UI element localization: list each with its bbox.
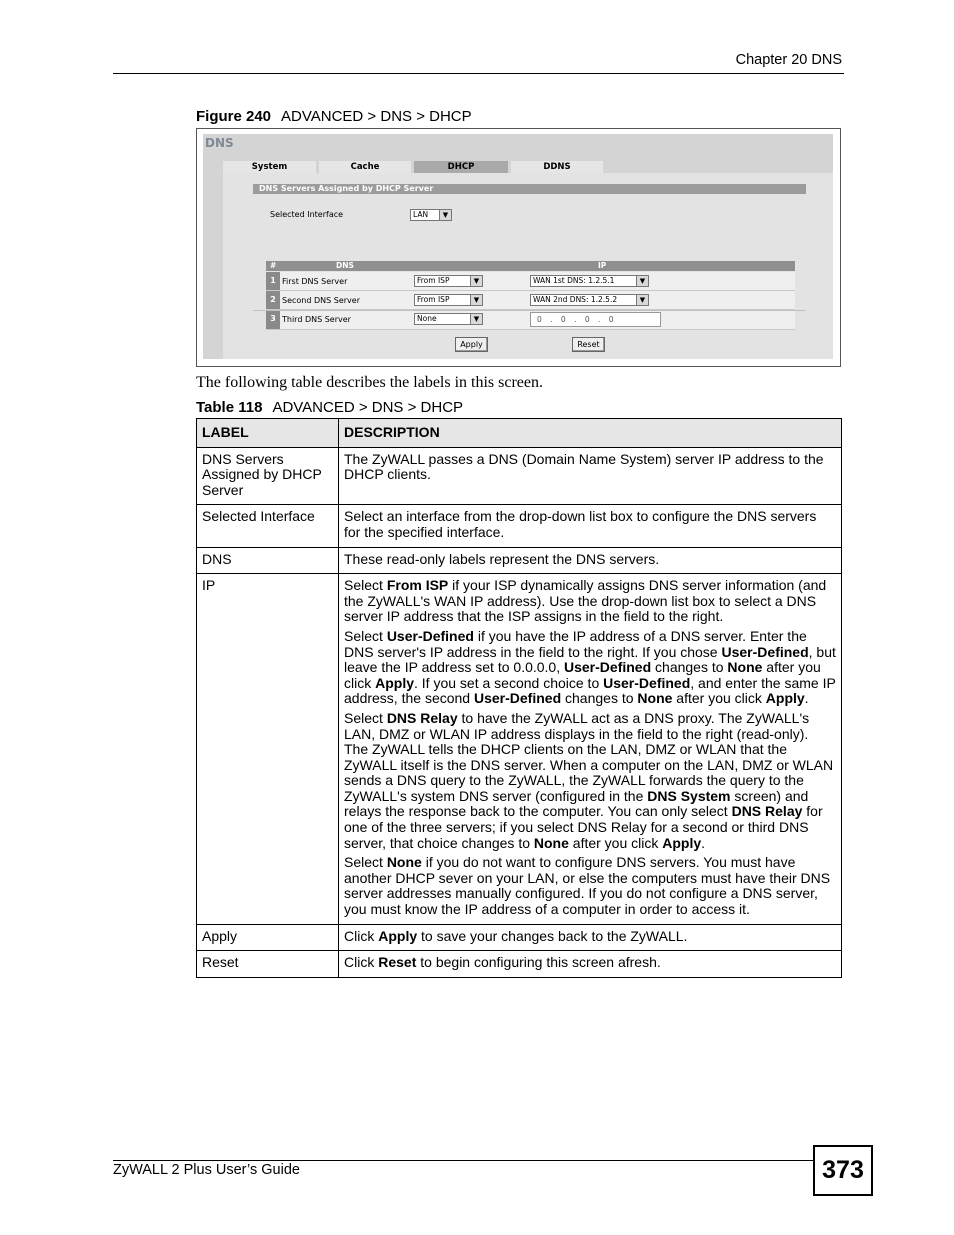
chevron-down-icon: ▼ bbox=[470, 276, 482, 286]
figure-caption bbox=[196, 108, 472, 125]
description-table bbox=[196, 418, 842, 978]
chevron-down-icon: ▼ bbox=[470, 295, 482, 305]
row-number: 1 bbox=[266, 272, 280, 290]
screen-title: DNS bbox=[205, 136, 234, 150]
description-cell: Select From ISP if your ISP dynamically assigns DNS server information (and the ZyWALL's WAN IP address). Use the drop-down list box to select a DNS server IP address that the ISP assigns in the field to the right. Select User-Defined if you have the IP address of a DNS server. Enter the DNS server's IP address in the field to the right. If you chose User-Defined, but leave the IP address set to 0.0.0.0, User-Defined changes to None after you click Apply. If you set a second choice to User-Defined, and enter the same IP address, the second User-Defined changes to None after you click Apply. Select DNS Relay to have the ZyWALL act as a DNS proxy. The ZyWALL's LAN, DMZ or WLAN IP address displays in the field to the right (read-only). The ZyWALL tells the DHCP clients on the LAN, DMZ or WLAN that the ZyWALL itself is the DNS server. When a computer on the LAN, DMZ or WLAN sends a DNS query to the ZyWALL, the ZyWALL forwards the query to the ZyWALL's system DNS server (configured in the DNS System screen) and relays the response back to the computer. You can only select DNS Relay for one of the three servers; if you select DNS Relay for a second or third DNS server, that choice changes to None after you click Apply. Select None if you do not want to configure DNS servers. You must have another DHCP sever on your LAN, or else the computers must have their DNS server addresses manually configured. If you do not configure a DNS server, you must know the IP address of a computer in order to access it. bbox=[339, 574, 842, 924]
description-cell: These read-only labels represent the DNS servers. bbox=[339, 547, 842, 574]
dns-row bbox=[266, 272, 795, 291]
label-cell: DNS Servers Assigned by DHCP Server bbox=[197, 447, 339, 505]
table-label: Table 118 bbox=[196, 399, 263, 416]
footer-guide-title: ZyWALL 2 Plus User’s Guide bbox=[113, 1162, 300, 1178]
table-row bbox=[197, 505, 842, 547]
row-number: 3 bbox=[266, 310, 280, 329]
footer-rule bbox=[113, 1160, 813, 1161]
dns-row bbox=[266, 291, 795, 310]
dns-source-value: From ISP bbox=[417, 295, 450, 304]
description-cell: Select an interface from the drop-down list box to configure the DNS servers for the specified interface. bbox=[339, 505, 842, 547]
chevron-down-icon: ▼ bbox=[470, 314, 482, 324]
ip-address-input[interactable]: 0 . 0 . 0 . 0 bbox=[530, 312, 661, 327]
ip-select[interactable] bbox=[530, 294, 649, 306]
label-cell: IP bbox=[197, 574, 339, 924]
table-row bbox=[197, 924, 842, 951]
label-cell: Apply bbox=[197, 924, 339, 951]
divider bbox=[253, 310, 806, 311]
col-ip: IP bbox=[598, 261, 607, 270]
row-number: 2 bbox=[266, 291, 280, 309]
chevron-down-icon: ▼ bbox=[636, 295, 648, 305]
dns-table-header bbox=[266, 261, 795, 271]
col-dns: DNS bbox=[336, 261, 354, 270]
dns-source-select[interactable] bbox=[414, 294, 483, 306]
dns-source-value: From ISP bbox=[417, 276, 450, 285]
header-label: LABEL bbox=[197, 419, 339, 448]
dns-source-select[interactable] bbox=[414, 275, 483, 287]
dns-row bbox=[266, 310, 795, 330]
intro-text: The following table describes the labels in this screen. bbox=[196, 374, 544, 391]
description-cell: Click Reset to begin configuring this screen afresh. bbox=[339, 951, 842, 978]
description-cell: The ZyWALL passes a DNS (Domain Name System) server IP address to the DHCP clients. bbox=[339, 447, 842, 505]
col-number: # bbox=[270, 261, 277, 270]
table-header-row bbox=[197, 419, 842, 448]
dns-source-select[interactable] bbox=[414, 313, 483, 325]
tab-ddns[interactable]: DDNS bbox=[511, 161, 603, 173]
dns-server-name: Second DNS Server bbox=[282, 296, 360, 305]
ip-select[interactable] bbox=[530, 275, 649, 287]
chevron-down-icon: ▼ bbox=[636, 276, 648, 286]
selected-interface-label: Selected Interface bbox=[270, 210, 344, 219]
apply-button[interactable]: Apply bbox=[455, 337, 488, 352]
interface-value: LAN bbox=[413, 210, 429, 219]
table-row bbox=[197, 547, 842, 574]
table-title: ADVANCED > DNS > DHCP bbox=[272, 399, 464, 416]
page-number: 373 bbox=[813, 1145, 873, 1196]
table-row bbox=[197, 951, 842, 978]
figure-screenshot bbox=[196, 128, 841, 367]
tab-cache[interactable]: Cache bbox=[319, 161, 411, 173]
table-caption bbox=[196, 399, 463, 416]
table-row bbox=[197, 574, 842, 924]
ip-value: WAN 2nd DNS: 1.2.5.2 bbox=[533, 295, 618, 304]
dns-server-name: Third DNS Server bbox=[282, 315, 351, 324]
ip-value: WAN 1st DNS: 1.2.5.1 bbox=[533, 276, 615, 285]
table-row bbox=[197, 447, 842, 505]
label-cell: Selected Interface bbox=[197, 505, 339, 547]
label-cell: Reset bbox=[197, 951, 339, 978]
label-cell: DNS bbox=[197, 547, 339, 574]
header-description: DESCRIPTION bbox=[339, 419, 842, 448]
dns-source-value: None bbox=[417, 314, 437, 323]
dhcp-panel bbox=[223, 173, 833, 359]
description-cell: Click Apply to save your changes back to the ZyWALL. bbox=[339, 924, 842, 951]
chapter-header: Chapter 20 DNS bbox=[735, 52, 842, 68]
reset-button[interactable]: Reset bbox=[572, 337, 605, 352]
dns-screen bbox=[203, 134, 833, 359]
dns-server-name: First DNS Server bbox=[282, 277, 348, 286]
interface-select[interactable] bbox=[410, 209, 452, 221]
tab-system[interactable]: System bbox=[223, 161, 316, 173]
figure-title: ADVANCED > DNS > DHCP bbox=[281, 108, 472, 125]
section-title: DNS Servers Assigned by DHCP Server bbox=[253, 184, 806, 194]
header-rule bbox=[113, 73, 844, 74]
figure-label: Figure 240 bbox=[196, 108, 272, 125]
chevron-down-icon: ▼ bbox=[439, 210, 451, 220]
tab-dhcp[interactable]: DHCP bbox=[414, 161, 508, 173]
